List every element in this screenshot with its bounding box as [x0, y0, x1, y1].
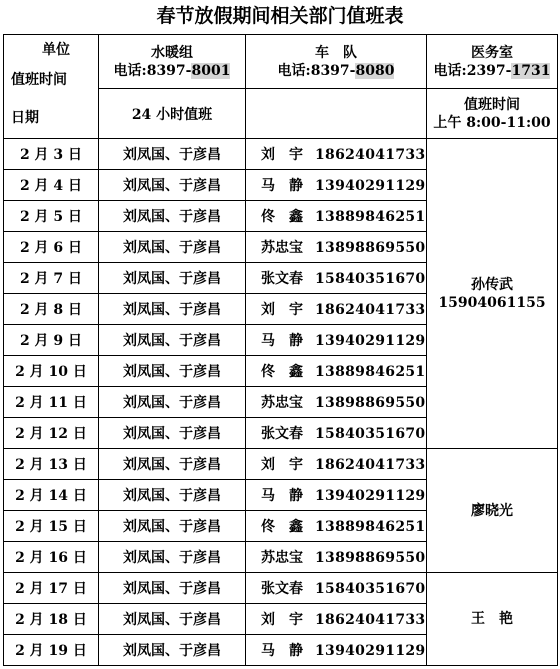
vehicle-staff-phone: 13940291129 — [315, 333, 426, 349]
vehicle-staff-cell — [246, 294, 427, 325]
corner-unit-label: 单位 — [42, 42, 70, 58]
medical-room-phone — [427, 62, 557, 80]
vehicle-staff-name: 马 静 — [261, 643, 303, 659]
medical-phone-prefix: 电话:2397- — [433, 62, 512, 79]
water-staff-cell: 刘凤国、于彦昌 — [99, 480, 246, 511]
vehicle-staff-phone: 18624041733 — [315, 302, 426, 318]
water-phone-prefix: 电话:8397- — [113, 62, 192, 79]
water-staff-cell: 刘凤国、于彦昌 — [99, 139, 246, 170]
date-cell: 2 月 7 日 — [4, 263, 99, 294]
water-staff-cell: 刘凤国、于彦昌 — [99, 418, 246, 449]
medical-staff-cell — [427, 139, 558, 449]
vehicle-staff-phone: 13898869550 — [315, 550, 426, 566]
medical-time-value: 上午 8:00-11:00 — [433, 114, 551, 131]
vehicle-staff-name: 苏忠宝 — [261, 550, 303, 566]
vehicle-team-name: 车 队 — [315, 44, 357, 61]
water-staff-cell: 刘凤国、于彦昌 — [99, 387, 246, 418]
vehicle-staff-name: 佟 鑫 — [261, 209, 303, 225]
vehicle-staff-phone: 18624041733 — [315, 457, 426, 473]
vehicle-staff-name: 张文春 — [261, 271, 303, 287]
vehicle-phone-ext: 8080 — [355, 62, 395, 79]
medical-room-header — [427, 35, 558, 89]
vehicle-staff-phone: 15840351670 — [315, 271, 426, 287]
vehicle-staff-phone: 13898869550 — [315, 395, 426, 411]
vehicle-staff-cell — [246, 418, 427, 449]
vehicle-staff-phone: 13940291129 — [315, 178, 426, 194]
medical-room-name: 医务室 — [471, 44, 513, 61]
vehicle-staff-phone: 13940291129 — [315, 643, 426, 659]
date-cell: 2 月 19 日 — [4, 635, 99, 666]
vehicle-staff-phone: 13889846251 — [315, 209, 426, 225]
vehicle-staff-name: 张文春 — [261, 581, 303, 597]
vehicle-staff-phone: 18624041733 — [315, 612, 426, 628]
vehicle-staff-name: 刘 宇 — [261, 612, 303, 628]
medical-staff-name: 廖晓光 — [471, 502, 513, 519]
date-cell: 2 月 4 日 — [4, 170, 99, 201]
water-staff-cell: 刘凤国、于彦昌 — [99, 511, 246, 542]
date-cell: 2 月 6 日 — [4, 232, 99, 263]
date-cell: 2 月 3 日 — [4, 139, 99, 170]
water-staff-cell: 刘凤国、于彦昌 — [99, 325, 246, 356]
vehicle-staff-cell — [246, 201, 427, 232]
vehicle-staff-cell — [246, 170, 427, 201]
vehicle-staff-cell — [246, 604, 427, 635]
vehicle-staff-phone: 18624041733 — [315, 147, 426, 163]
vehicle-staff-cell — [246, 511, 427, 542]
table-row — [4, 139, 558, 170]
vehicle-staff-phone: 15840351670 — [315, 426, 426, 442]
water-staff-cell: 刘凤国、于彦昌 — [99, 294, 246, 325]
water-staff-cell: 刘凤国、于彦昌 — [99, 635, 246, 666]
water-staff-cell: 刘凤国、于彦昌 — [99, 449, 246, 480]
duty-rows — [4, 139, 558, 666]
corner-header-cell — [4, 35, 99, 139]
page-title: 春节放假期间相关部门值班表 — [156, 5, 404, 27]
vehicle-team-phone — [246, 62, 426, 80]
date-cell: 2 月 16 日 — [4, 542, 99, 573]
water-staff-cell: 刘凤国、于彦昌 — [99, 232, 246, 263]
water-duty-note: 24 小时值班 — [99, 89, 246, 139]
vehicle-staff-cell — [246, 480, 427, 511]
water-staff-cell: 刘凤国、于彦昌 — [99, 201, 246, 232]
date-cell: 2 月 12 日 — [4, 418, 99, 449]
table-row — [4, 573, 558, 604]
vehicle-staff-cell — [246, 449, 427, 480]
vehicle-staff-cell — [246, 635, 427, 666]
vehicle-staff-cell — [246, 263, 427, 294]
water-group-phone — [99, 62, 245, 80]
date-cell: 2 月 10 日 — [4, 356, 99, 387]
corner-date-label: 日期 — [11, 110, 39, 126]
water-staff-cell: 刘凤国、于彦昌 — [99, 356, 246, 387]
medical-staff-phone: 15904061155 — [438, 294, 546, 311]
vehicle-staff-name: 马 静 — [261, 333, 303, 349]
date-cell: 2 月 15 日 — [4, 511, 99, 542]
medical-staff-cell — [427, 449, 558, 573]
medical-staff-name: 孙传武 — [471, 276, 513, 293]
table-row — [4, 449, 558, 480]
water-staff-cell: 刘凤国、于彦昌 — [99, 573, 246, 604]
vehicle-staff-name: 刘 宇 — [261, 302, 303, 318]
vehicle-staff-phone: 13889846251 — [315, 519, 426, 535]
water-staff-cell: 刘凤国、于彦昌 — [99, 604, 246, 635]
date-cell: 2 月 9 日 — [4, 325, 99, 356]
vehicle-staff-name: 佟 鑫 — [261, 519, 303, 535]
water-staff-cell: 刘凤国、于彦昌 — [99, 170, 246, 201]
vehicle-staff-cell — [246, 325, 427, 356]
corner-time-label: 值班时间 — [11, 72, 67, 88]
vehicle-staff-cell — [246, 232, 427, 263]
date-cell: 2 月 17 日 — [4, 573, 99, 604]
water-staff-cell: 刘凤国、于彦昌 — [99, 542, 246, 573]
medical-phone-ext: 1731 — [511, 62, 551, 79]
vehicle-phone-prefix: 电话:8397- — [277, 62, 356, 79]
vehicle-staff-name: 刘 宇 — [261, 147, 303, 163]
water-group-header — [99, 35, 246, 89]
date-cell: 2 月 11 日 — [4, 387, 99, 418]
vehicle-team-header — [246, 35, 427, 89]
medical-staff-name: 王 艳 — [471, 611, 513, 627]
vehicle-staff-cell — [246, 542, 427, 573]
vehicle-staff-phone: 13889846251 — [315, 364, 426, 380]
water-staff-cell: 刘凤国、于彦昌 — [99, 263, 246, 294]
vehicle-staff-cell — [246, 573, 427, 604]
vehicle-staff-cell — [246, 356, 427, 387]
vehicle-staff-name: 苏忠宝 — [261, 240, 303, 256]
vehicle-staff-name: 苏忠宝 — [261, 395, 303, 411]
vehicle-staff-phone: 13898869550 — [315, 240, 426, 256]
vehicle-staff-name: 刘 宇 — [261, 457, 303, 473]
vehicle-empty-cell — [246, 89, 427, 139]
duty-table — [3, 34, 558, 666]
date-cell: 2 月 14 日 — [4, 480, 99, 511]
water-phone-ext: 8001 — [191, 62, 231, 79]
vehicle-staff-name: 佟 鑫 — [261, 364, 303, 380]
date-cell: 2 月 8 日 — [4, 294, 99, 325]
vehicle-staff-name: 马 静 — [261, 488, 303, 504]
medical-time-cell — [427, 89, 558, 139]
water-group-name: 水暖组 — [151, 44, 193, 61]
vehicle-staff-phone: 13940291129 — [315, 488, 426, 504]
date-cell: 2 月 13 日 — [4, 449, 99, 480]
vehicle-staff-name: 张文春 — [261, 426, 303, 442]
medical-time-label: 值班时间 — [464, 96, 520, 113]
vehicle-staff-cell — [246, 387, 427, 418]
vehicle-staff-cell — [246, 139, 427, 170]
date-cell: 2 月 5 日 — [4, 201, 99, 232]
medical-staff-cell — [427, 573, 558, 666]
vehicle-staff-name: 马 静 — [261, 178, 303, 194]
date-cell: 2 月 18 日 — [4, 604, 99, 635]
vehicle-staff-phone: 15840351670 — [315, 581, 426, 597]
